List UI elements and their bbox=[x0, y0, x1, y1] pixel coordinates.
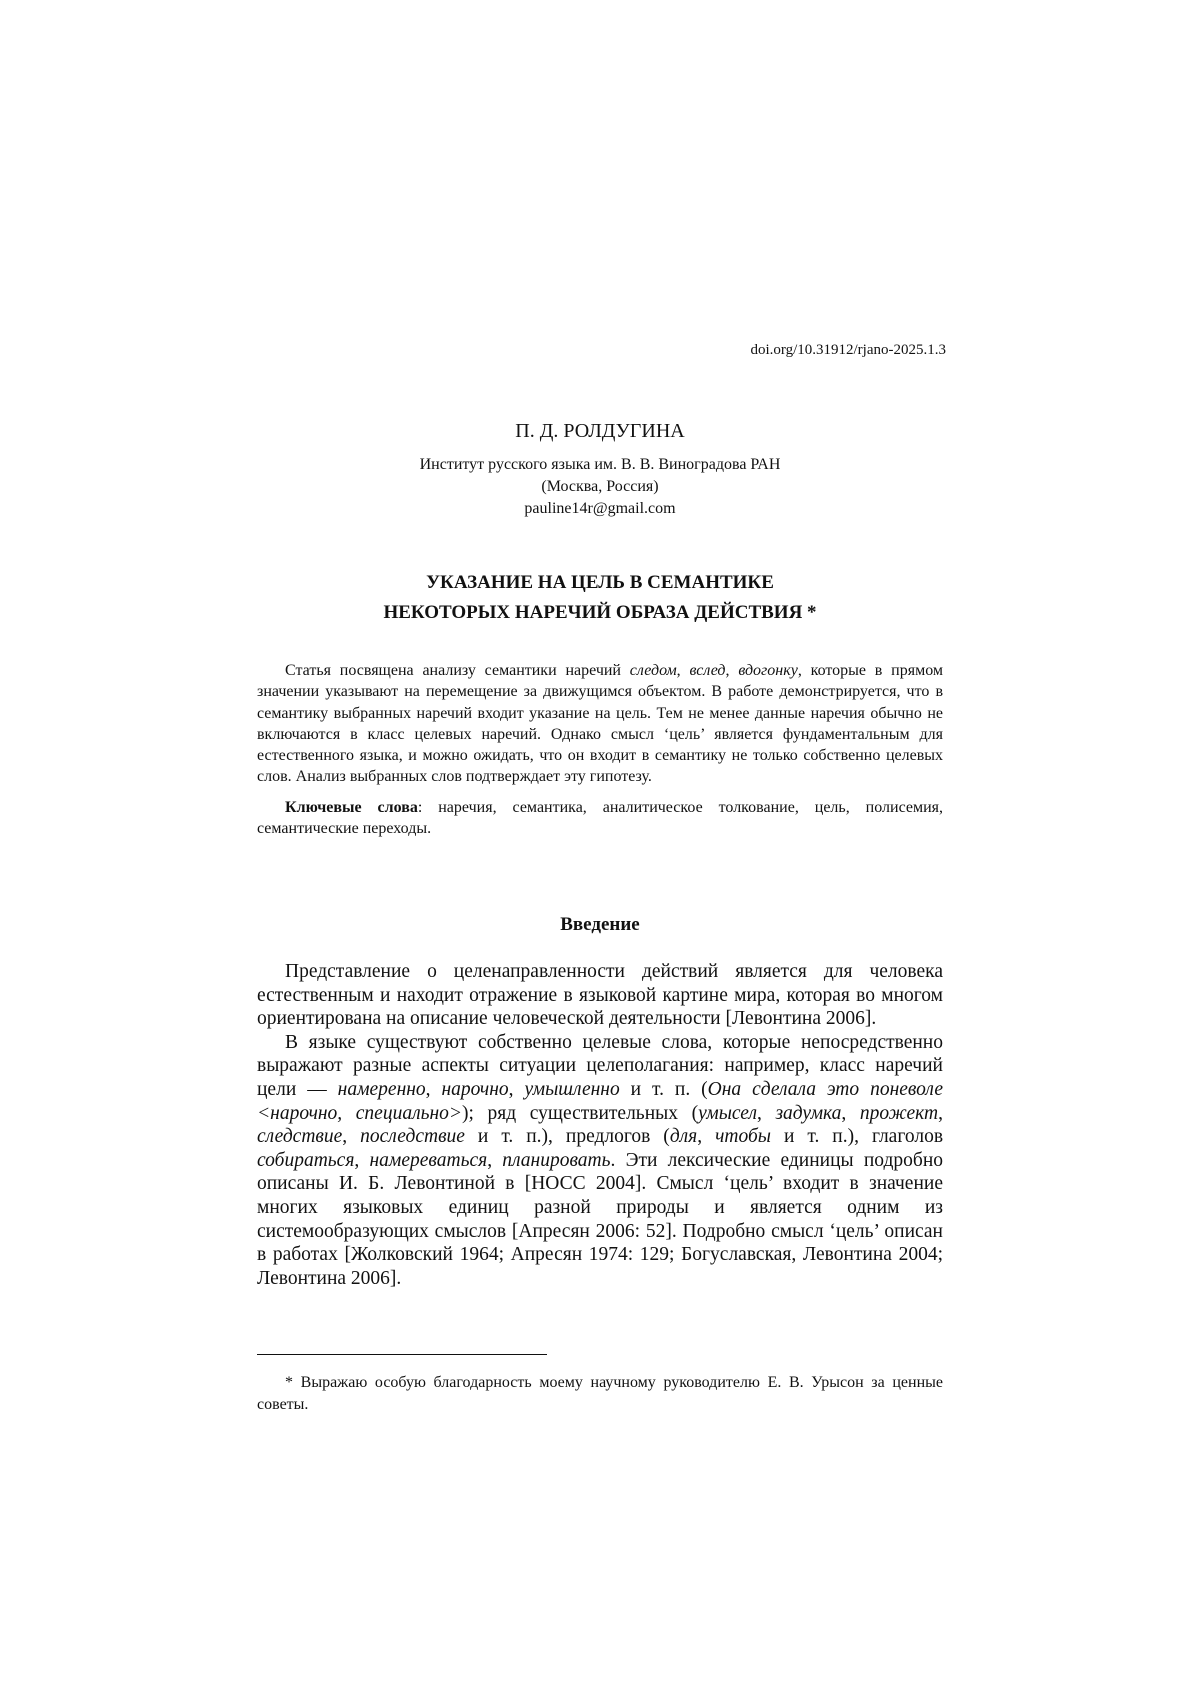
footnote bbox=[257, 1372, 943, 1416]
text-run: , bbox=[697, 1126, 716, 1148]
text-run: В языке существуют собственно целевые слова, которые непосредственно выражают разные аспекты ситуации целеполагания: например, класс наречий цели — bbox=[257, 1031, 943, 1100]
article-title bbox=[0, 568, 1200, 628]
italic-term: собираться bbox=[257, 1149, 355, 1171]
keywords-text: : наречия, семантика, аналитическое толкование, цель, полисемия, семантические переходы. bbox=[257, 798, 944, 838]
italic-term: задумка bbox=[775, 1102, 842, 1124]
paragraph-1: Представление о целенаправленности действий является для человека естественным и находит отражение в языковой картине мира, которая во многом ориентирована на описание человеческой деятельности [Левонтина 2006]. bbox=[257, 961, 943, 1030]
text-run: и т. п. ( bbox=[619, 1078, 708, 1100]
italic-term: нарочно bbox=[441, 1078, 509, 1100]
text-run: , bbox=[342, 1126, 361, 1148]
text-run: , bbox=[756, 1102, 776, 1124]
title-line-2-text: НЕКОТОРЫХ НАРЕЧИЙ ОБРАЗА ДЕЙСТВИЯ bbox=[383, 602, 803, 623]
italic-term: следствие bbox=[257, 1126, 343, 1148]
abstract-word: следом bbox=[629, 662, 677, 679]
author-email[interactable]: pauline14r@gmail.com bbox=[524, 500, 676, 517]
text-run: , bbox=[487, 1149, 503, 1171]
text-run: , bbox=[508, 1078, 525, 1100]
italic-term: планировать bbox=[502, 1149, 611, 1171]
italic-term: умышленно bbox=[524, 1078, 620, 1100]
author-name: П. Д. РОЛДУГИНА bbox=[515, 420, 685, 442]
text-run: , bbox=[425, 1078, 442, 1100]
title-line-2 bbox=[0, 598, 1200, 628]
doi-link[interactable]: doi.org/10.31912/rjano-2025.1.3 bbox=[750, 342, 946, 358]
italic-term: умысел bbox=[698, 1102, 757, 1124]
abstract-sep: , bbox=[676, 662, 690, 679]
abstract-part: Статья посвящена анализу семантики наречий bbox=[285, 662, 630, 679]
footnote-divider bbox=[257, 1354, 547, 1355]
italic-term: последствие bbox=[360, 1126, 465, 1148]
footnote-text: * Выражаю особую благодарность моему научному руководителю Е. В. Урысон за ценные советы. bbox=[257, 1374, 943, 1413]
italic-term: намереваться bbox=[369, 1149, 488, 1171]
text-run: , bbox=[938, 1102, 943, 1124]
abstract bbox=[257, 660, 943, 839]
italic-example: Она сделала это поневоле <нарочно, специально> bbox=[257, 1078, 944, 1124]
italic-term: чтобы bbox=[715, 1126, 772, 1148]
affiliation-block bbox=[0, 454, 1200, 520]
affiliation-location: (Москва, Россия) bbox=[541, 478, 659, 495]
paragraph-2 bbox=[257, 1031, 943, 1291]
affiliation-institute: Институт русского языка им. В. В. Виноградова РАН bbox=[419, 456, 781, 473]
italic-term: прожект bbox=[859, 1102, 939, 1124]
abstract-part: , которые в прямом значении указывают на перемещение за движущимся объектом. В работе демонстрируется, что в семантику выбранных наречий входит указание на цель. Тем не менее данные наречия обычно не включаются в класс целевых наречий. Однако смысл ‘цель’ является фундаментальным для естественного языка, и можно ожидать, что он входит в семантику не только собственно целевых слов. Анализ выбранных слов подтверждает эту гипотезу. bbox=[257, 662, 944, 786]
title-line-1: УКАЗАНИЕ НА ЦЕЛЬ В СЕМАНТИКЕ bbox=[426, 572, 774, 593]
keywords bbox=[257, 797, 943, 840]
abstract-text bbox=[257, 660, 943, 788]
abstract-sep: , bbox=[725, 662, 739, 679]
text-run: ); ряд существительных ( bbox=[462, 1102, 699, 1124]
text-run: и т. п.), глаголов bbox=[771, 1126, 944, 1148]
text-run: . Эти лексические единицы подробно описаны И. Б. Левонтиной в [НОСС 2004]. Смысл ‘цель’ входит в значение многих языковых единиц разной природы и является одним из системообразующих смыслов [Апресян 2006: 52]. Подробно смысл ‘цель’ описан в работах [Жолковский 1964; Апресян 1974: 129; Богуславская, Левонтина 2004; Левонтина 2006]. bbox=[257, 1149, 944, 1289]
text-run: и т. п.), предлогов ( bbox=[464, 1126, 670, 1148]
keywords-label: Ключевые слова bbox=[285, 798, 418, 816]
footnote-mark[interactable]: * bbox=[807, 602, 817, 623]
abstract-word: вслед bbox=[689, 662, 726, 679]
text-run: , bbox=[841, 1102, 860, 1124]
section-title: Введение bbox=[560, 914, 640, 935]
italic-term: намеренно bbox=[337, 1078, 426, 1100]
body-text bbox=[257, 960, 943, 1290]
abstract-word: вдогонку bbox=[738, 662, 798, 679]
text-run: , bbox=[354, 1149, 370, 1171]
italic-term: для bbox=[669, 1126, 698, 1148]
